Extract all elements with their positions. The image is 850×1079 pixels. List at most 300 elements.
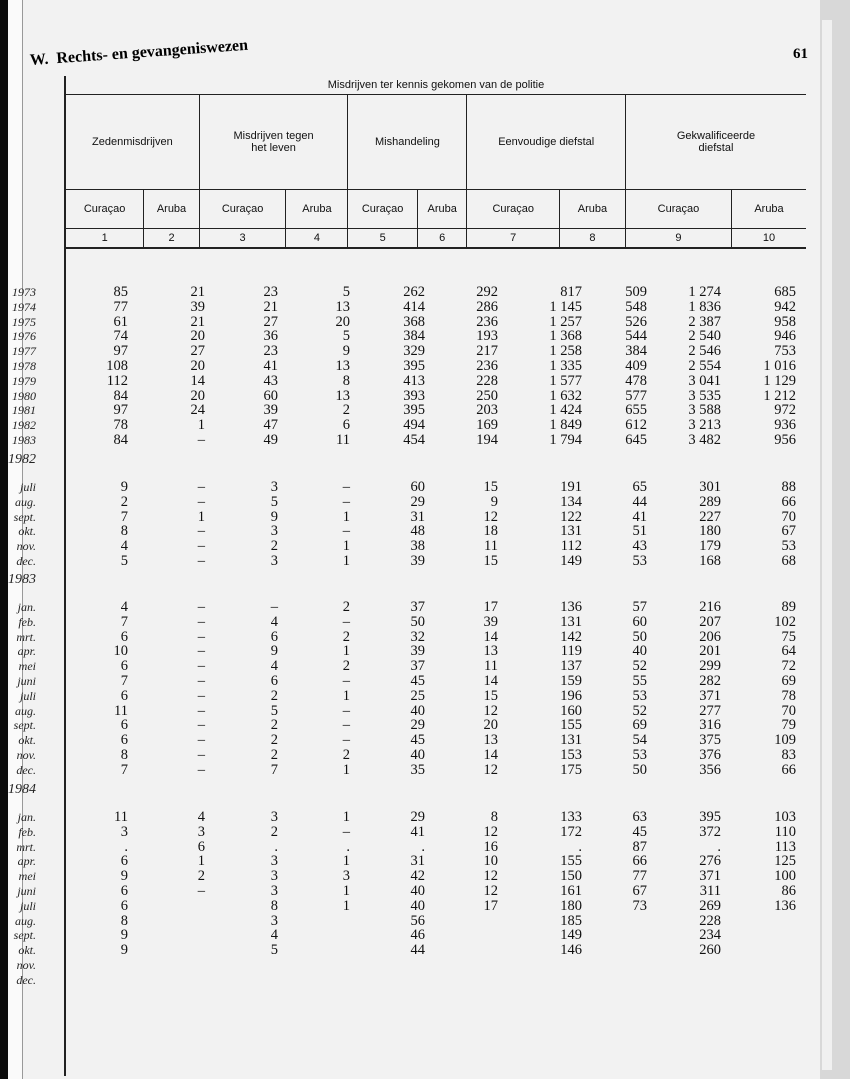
table-cell: –	[197, 761, 205, 778]
row-label: mrt.	[16, 629, 36, 644]
table-cell: 1 424	[549, 402, 582, 419]
table-cell: 936	[774, 417, 796, 434]
table-cell: 9	[120, 927, 128, 944]
column-number: 10	[732, 229, 807, 249]
table-cell: 45	[410, 732, 425, 749]
row-label: 1978	[12, 359, 36, 373]
document-page	[8, 0, 820, 1079]
table-cell: 4	[120, 599, 128, 615]
table-cell: 168	[699, 553, 721, 569]
table-cell: 311	[699, 883, 721, 899]
table-cell: 75	[781, 628, 796, 645]
table-cell: –	[197, 732, 205, 749]
table-cell: 17	[483, 599, 498, 615]
table-cell: 817	[560, 284, 582, 300]
table-cell: 478	[625, 372, 647, 389]
table-cell: 15	[483, 479, 498, 495]
table-cell: 48	[410, 523, 425, 540]
table-cell: 137	[560, 658, 582, 675]
column-number: 6	[417, 229, 467, 249]
table-cell: 371	[699, 868, 721, 885]
table-cell: 12	[483, 508, 498, 525]
table-cell: 21	[190, 284, 205, 300]
table-cell: 191	[560, 479, 582, 495]
table-cell: 180	[560, 897, 582, 914]
table-cell: 50	[410, 613, 425, 630]
table-cell: 97	[113, 343, 128, 360]
table-cell: 27	[263, 313, 278, 330]
table-cell: 2	[270, 732, 278, 749]
table-cell: 8	[120, 523, 128, 540]
table-cell: 79	[781, 717, 796, 734]
table-cell: 44	[410, 942, 425, 959]
table-cell: 175	[560, 761, 582, 778]
table-cell: 1 016	[763, 358, 796, 374]
table-cell: 1	[342, 553, 350, 569]
table-cell: 6	[120, 717, 128, 734]
table-cell: 207	[699, 613, 721, 630]
table-cell: 1	[342, 643, 350, 660]
table-cell: 53	[632, 553, 647, 569]
column-number: 7	[467, 229, 559, 249]
table-cell: 645	[625, 432, 647, 448]
table-cell: –	[342, 523, 350, 540]
table-cell: 84	[113, 432, 128, 448]
table-cell: 6	[120, 658, 128, 675]
table-cell: 13	[335, 387, 350, 404]
section-letter: W.	[29, 50, 50, 69]
table-cell: 384	[625, 343, 647, 360]
table-cell: 69	[632, 717, 647, 734]
table-cell: 2 554	[688, 358, 721, 374]
island-header: Curaçao	[348, 190, 418, 229]
table-cell: 60	[632, 613, 647, 630]
table-cell: 53	[781, 538, 796, 555]
table-cell: 8	[270, 897, 278, 914]
table-cell: 1	[342, 809, 350, 825]
table-cell: 11	[114, 809, 128, 825]
row-label: 1979	[12, 373, 36, 388]
table-cell: 5	[270, 702, 278, 719]
table-cell: 6	[270, 673, 278, 689]
table-cell: –	[197, 717, 205, 734]
row-label: juli	[19, 898, 36, 913]
table-cell: 131	[560, 732, 582, 749]
table-cell: 36	[263, 328, 278, 345]
table-cell: 12	[483, 868, 498, 885]
table-cell: –	[342, 732, 350, 749]
table-cell: 6	[120, 897, 128, 914]
table-cell: 150	[560, 868, 582, 885]
table-cell: 66	[781, 493, 796, 510]
table-cell: 40	[410, 897, 425, 914]
table-cell: 942	[774, 298, 796, 315]
table-cell: 277	[699, 702, 721, 719]
table-cell: 4	[270, 613, 278, 630]
column-number: 8	[559, 229, 625, 249]
table-cell: 2	[342, 599, 350, 615]
table-cell: 70	[781, 702, 796, 719]
table-cell: 1	[342, 897, 350, 914]
category-header: Eenvoudige diefstal	[467, 95, 625, 190]
table-cell: 316	[699, 717, 721, 734]
table-cell: 4	[270, 658, 278, 675]
table-cell: 63	[632, 809, 647, 825]
table-cell: 109	[774, 732, 796, 749]
table-cell: 29	[410, 493, 425, 510]
table-cell: 413	[403, 372, 425, 389]
table-cell: 216	[699, 599, 721, 615]
table-cell: –	[197, 628, 205, 645]
table-cell: 234	[699, 927, 721, 944]
table-cell: 376	[699, 747, 721, 763]
table-cell: 21	[190, 313, 205, 330]
table-cell: 1	[342, 883, 350, 899]
table-cell: 526	[625, 313, 647, 330]
table-cell: 102	[774, 613, 796, 630]
table-cell: 956	[774, 432, 796, 448]
table-cell: 29	[410, 717, 425, 734]
table-cell: 2	[270, 747, 278, 763]
table-cell: 2	[270, 538, 278, 555]
table-cell: 3	[270, 883, 278, 899]
table-cell: 185	[560, 912, 582, 929]
table-cell: 958	[774, 313, 796, 330]
table-cell: –	[197, 673, 205, 689]
table-cell: 2	[270, 687, 278, 704]
table-cell: 159	[560, 673, 582, 689]
table-cell: –	[342, 493, 350, 510]
table-cell: 14	[483, 673, 498, 689]
row-label: aug.	[15, 494, 36, 509]
year-group-label: 1983	[8, 572, 36, 587]
column-number: 4	[286, 229, 348, 249]
table-cell: 414	[403, 298, 425, 315]
table-cell: 41	[632, 508, 647, 525]
island-header: Aruba	[417, 190, 467, 229]
table-cell: .	[346, 838, 350, 855]
table-cell: 53	[632, 687, 647, 704]
row-label: aug.	[15, 913, 36, 928]
table-cell: 97	[113, 402, 128, 419]
table-cell: 9	[120, 479, 128, 495]
table-cell: 4	[197, 809, 205, 825]
table-cell: 20	[335, 313, 350, 330]
table-cell: –	[197, 643, 205, 660]
row-label: juli	[19, 480, 36, 494]
row-label: 1982	[12, 418, 36, 433]
table-cell: 18	[483, 523, 498, 540]
table-cell: 972	[774, 402, 796, 419]
table-cell: 1 632	[549, 387, 582, 404]
table-cell: 193	[476, 328, 498, 345]
table-cell: 50	[632, 628, 647, 645]
table-cell: 1 836	[688, 298, 721, 315]
table-cell: 70	[781, 508, 796, 525]
column-number: 3	[199, 229, 286, 249]
table-cell: 40	[410, 702, 425, 719]
table-cell: 41	[410, 823, 425, 840]
table-cell: 61	[113, 313, 128, 330]
table-cell: 1 257	[549, 313, 582, 330]
table-cell: 16	[483, 838, 498, 855]
table-cell: 206	[699, 628, 721, 645]
table-cell: 43	[632, 538, 647, 555]
table-cell: 1	[197, 508, 205, 525]
table-cell: 228	[476, 372, 498, 389]
table-cell: 196	[560, 687, 582, 704]
table-cell: 44	[632, 493, 647, 510]
table-cell: 6	[120, 853, 128, 870]
table-cell: 2	[342, 747, 350, 763]
table-cell: 39	[410, 553, 425, 569]
table-cell: 1 849	[549, 417, 582, 434]
table-cell: 393	[403, 387, 425, 404]
table-cell: 8	[120, 912, 128, 929]
table-cell: 10	[113, 643, 128, 660]
table-cell: 217	[476, 343, 498, 360]
row-label: dec.	[16, 762, 36, 777]
table-cell: 74	[113, 328, 128, 345]
table-cell: 6	[197, 838, 205, 855]
row-label: dec.	[16, 972, 36, 987]
table-cell: 155	[560, 853, 582, 870]
island-header: Curaçao	[467, 190, 559, 229]
table-cell: 15	[483, 687, 498, 704]
table-cell: 66	[632, 853, 647, 870]
island-header: Aruba	[559, 190, 625, 229]
table-cell: 42	[410, 868, 425, 885]
table-cell: 52	[632, 658, 647, 675]
table-cell: 55	[632, 673, 647, 689]
table-cell: 1 335	[549, 358, 582, 374]
year-group-label: 1984	[8, 782, 36, 797]
category-header: Zedenmisdrijven	[65, 95, 199, 190]
table-cell: 78	[113, 417, 128, 434]
table-cell: 2	[197, 868, 205, 885]
table-cell: .	[717, 838, 721, 855]
table-cell: 1	[342, 853, 350, 870]
table-cell: 3 588	[688, 402, 721, 419]
table-cell: 113	[774, 838, 796, 855]
table-cell: 45	[632, 823, 647, 840]
table-cell: 3	[270, 809, 278, 825]
table-cell: 6	[120, 628, 128, 645]
table-cell: 299	[699, 658, 721, 675]
table-cell: 11	[114, 702, 128, 719]
table-cell: 20	[190, 328, 205, 345]
table-cell: 372	[699, 823, 721, 840]
row-label: apr.	[17, 854, 36, 869]
table-cell: 8	[120, 747, 128, 763]
table-cell: 3 482	[688, 432, 721, 448]
table-cell: –	[197, 883, 205, 899]
table-cell: –	[197, 613, 205, 630]
table-cell: 4	[120, 538, 128, 555]
row-label: 1975	[12, 314, 36, 329]
table-cell: 67	[632, 883, 647, 899]
table-cell: 7	[120, 761, 128, 778]
table-cell: 12	[483, 702, 498, 719]
table-cell: 11	[336, 432, 350, 448]
row-label: apr.	[17, 644, 36, 659]
table-cell: –	[342, 673, 350, 689]
row-label: 1973	[12, 285, 36, 299]
table-cell: 577	[625, 387, 647, 404]
table-cell: .	[274, 838, 278, 855]
page-number: 61	[793, 46, 808, 62]
column-number: 5	[348, 229, 418, 249]
table-cell: 21	[263, 298, 278, 315]
table-cell: 11	[484, 538, 498, 555]
island-header: Aruba	[732, 190, 807, 229]
table-cell: 29	[410, 809, 425, 825]
table-cell: 87	[632, 838, 647, 855]
table-cell: 13	[335, 298, 350, 315]
table-cell: 544	[625, 328, 647, 345]
table-cell: 155	[560, 717, 582, 734]
table-cell: 2	[120, 493, 128, 510]
table-cell: 3	[270, 853, 278, 870]
row-label: mrt.	[16, 839, 36, 854]
table-cell: 15	[483, 553, 498, 569]
table-cell: –	[197, 538, 205, 555]
island-header: Curaçao	[65, 190, 144, 229]
table-cell: 292	[476, 284, 498, 300]
row-label: sept.	[13, 928, 36, 943]
table-cell: 7	[120, 613, 128, 630]
table-cell: 1 212	[763, 387, 796, 404]
table-cell: 5	[342, 328, 350, 345]
table-cell: 20	[190, 358, 205, 374]
table-cell: 3 213	[688, 417, 721, 434]
table-cell: 37	[410, 599, 425, 615]
row-label: nov.	[16, 748, 36, 762]
table-cell: 2	[342, 402, 350, 419]
table-cell: –	[197, 553, 205, 569]
table-cell: 77	[113, 298, 128, 315]
table-cell: 149	[560, 927, 582, 944]
table-cell: 40	[632, 643, 647, 660]
table-cell: 685	[774, 284, 796, 300]
table-cell: 9	[490, 493, 498, 510]
table-cell: 5	[270, 493, 278, 510]
table-cell: 1 577	[549, 372, 582, 389]
table-cell: 161	[560, 883, 582, 899]
column-number: 2	[144, 229, 200, 249]
table-cell: 50	[632, 761, 647, 778]
table-cell: 3 041	[688, 372, 721, 389]
table-cell: 371	[699, 687, 721, 704]
table-cell: 494	[403, 417, 425, 434]
column-number: 9	[625, 229, 731, 249]
table-cell: 329	[403, 343, 425, 360]
category-label: Misdrijven tegen het leven	[233, 130, 314, 154]
table-cell: 14	[483, 628, 498, 645]
table-cell: 276	[699, 853, 721, 870]
table-cell: 753	[774, 343, 796, 360]
row-label: mei	[18, 659, 36, 674]
table-cell: 35	[410, 761, 425, 778]
table-cell: –	[197, 687, 205, 704]
table-cell: 24	[190, 402, 205, 419]
table-cell: 946	[774, 328, 796, 345]
table-cell: 108	[106, 358, 128, 374]
table-cell: 39	[263, 402, 278, 419]
table-cell: 8	[342, 372, 350, 389]
table-cell: 68	[781, 553, 796, 569]
row-label: okt.	[18, 943, 36, 958]
table-cell: 112	[560, 538, 582, 555]
section-title: Rechts- en gevangeniswezen	[55, 36, 249, 68]
table-cell: 179	[699, 538, 721, 555]
table-cell: 39	[410, 643, 425, 660]
table-cell: 1 368	[549, 328, 582, 345]
table-cell: 23	[263, 284, 278, 300]
table-cell: 236	[476, 313, 498, 330]
right-page-edge	[820, 0, 850, 1079]
table-cell: 134	[560, 493, 582, 510]
row-label: 1981	[12, 403, 36, 418]
table-cell: –	[197, 493, 205, 510]
table-cell: 3	[197, 823, 205, 840]
row-label: okt.	[18, 733, 36, 748]
row-label: sept.	[13, 509, 36, 524]
table-cell: .	[421, 838, 425, 855]
table-cell: 37	[410, 658, 425, 675]
table-cell: –	[342, 717, 350, 734]
table-cell: 77	[632, 868, 647, 885]
table-cell: 112	[106, 372, 128, 389]
row-label: juni	[17, 674, 36, 688]
table-cell: 395	[403, 402, 425, 419]
table-cell: 236	[476, 358, 498, 374]
table-cell: 122	[560, 508, 582, 525]
table-cell: 6	[342, 417, 350, 434]
category-label: Gekwalificeerde diefstal	[676, 130, 756, 154]
table-cell: –	[270, 599, 278, 615]
table-cell: 40	[410, 883, 425, 899]
table-cell: 282	[699, 673, 721, 689]
table-cell: 375	[699, 732, 721, 749]
row-label: jan.	[17, 810, 36, 824]
table-cell: 1 129	[763, 372, 796, 389]
table-cell: 14	[483, 747, 498, 763]
table-cell: 88	[781, 479, 796, 495]
table-cell: 368	[403, 313, 425, 330]
row-label: 1974	[12, 299, 36, 314]
table-cell: 25	[410, 687, 425, 704]
row-label: mei	[18, 869, 36, 884]
row-label: 1983	[12, 433, 36, 447]
table-cell: –	[197, 658, 205, 675]
table-cell: 78	[781, 687, 796, 704]
table-cell: 53	[632, 747, 647, 763]
table-cell: 13	[335, 358, 350, 374]
table-cell: 3	[270, 912, 278, 929]
table-cell: 1	[342, 538, 350, 555]
table-cell: .	[124, 838, 128, 855]
table-cell: 142	[560, 628, 582, 645]
table-cell: 20	[190, 387, 205, 404]
table-cell: 3	[270, 479, 278, 495]
table-cell: 39	[483, 613, 498, 630]
island-header: Curaçao	[625, 190, 731, 229]
table-cell: 6	[270, 628, 278, 645]
table-cell: 32	[410, 628, 425, 645]
row-label: okt.	[18, 524, 36, 539]
table-cell: 2 546	[688, 343, 721, 360]
